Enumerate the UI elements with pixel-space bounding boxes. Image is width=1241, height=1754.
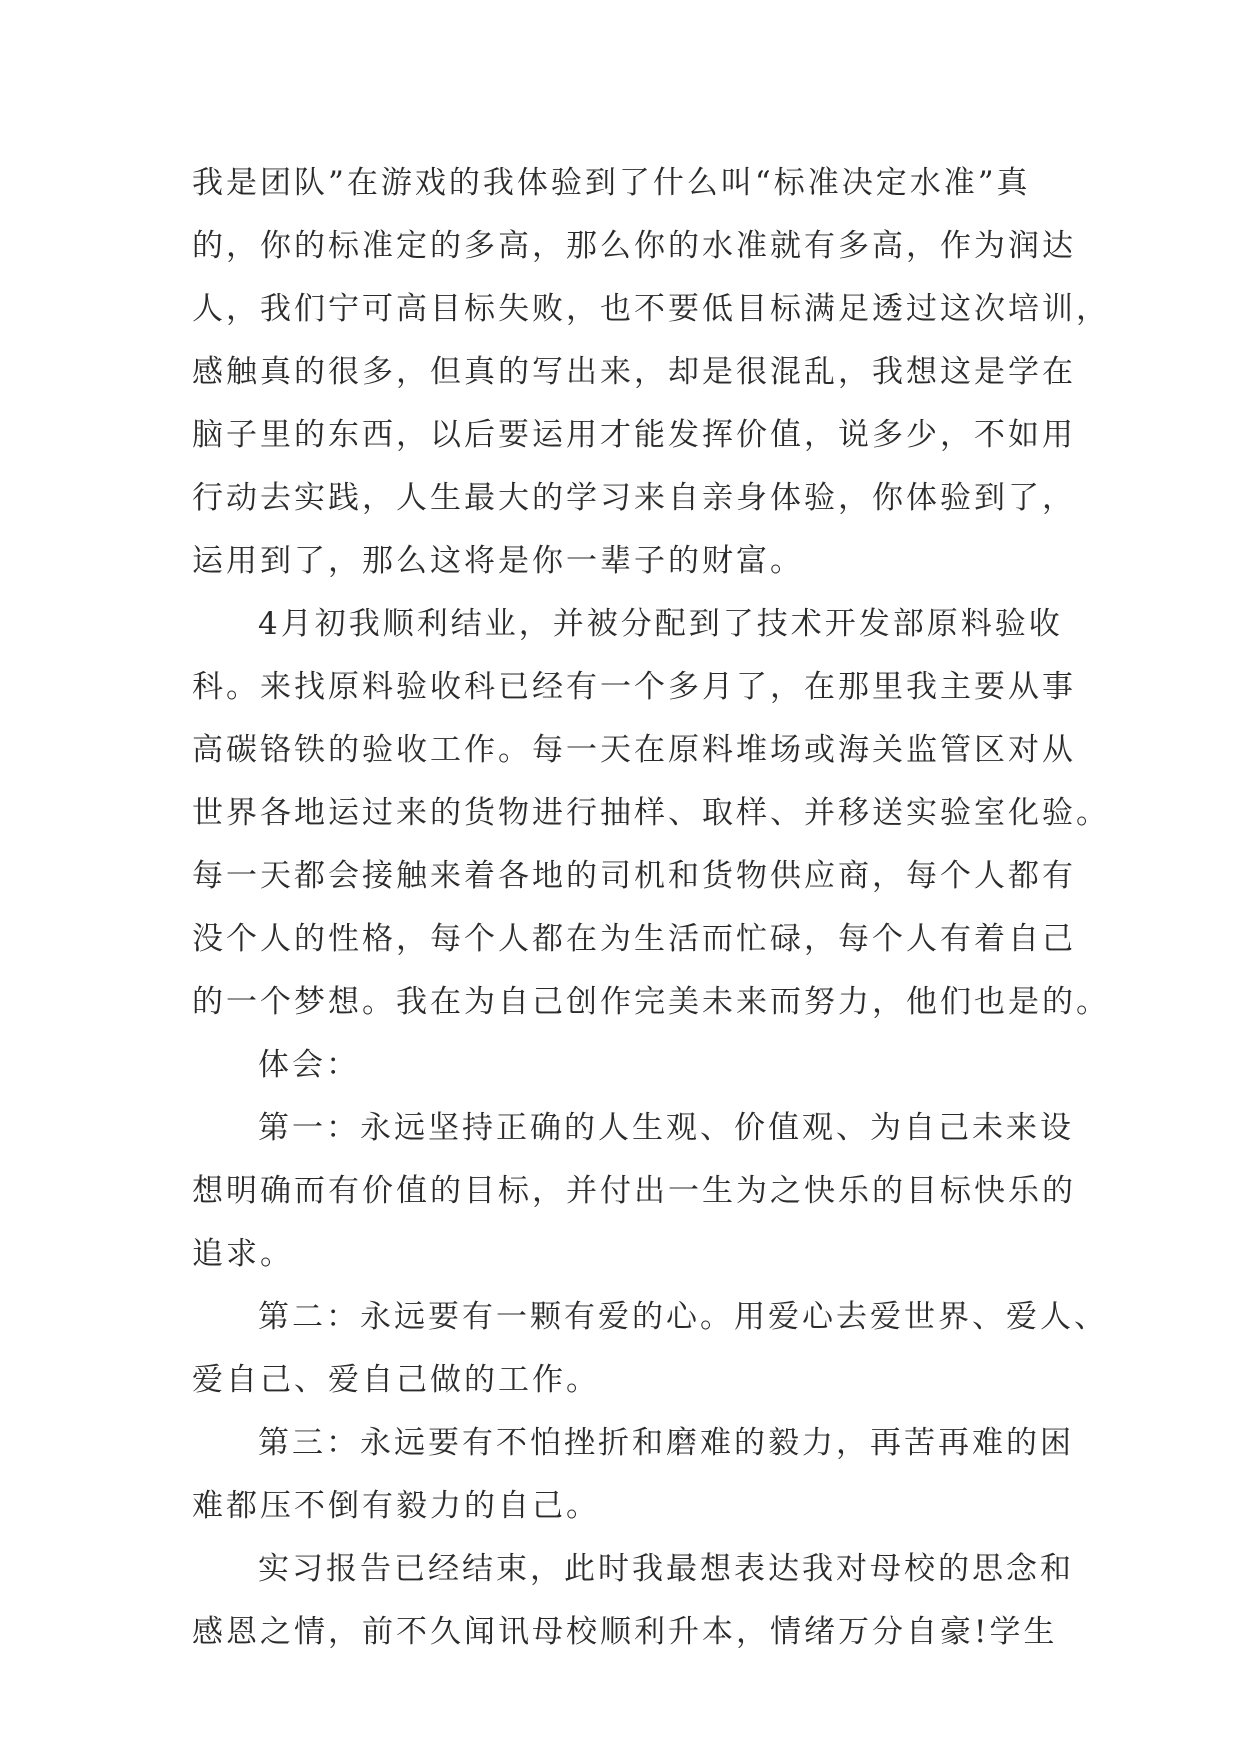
section-heading-line: 体会： [258,1047,360,1083]
paragraph-start-line: 第一：永远坚持正确的人生观、价值观、为自己未来设 [258,1110,1074,1146]
paragraph-start-line: 4月初我顺利结业，并被分配到了技术开发部原料验收 [258,606,1063,642]
text-line: 的，你的标准定的多高，那么你的水准就有多高，作为润达 [192,228,1076,264]
text-line: 的一个梦想。我在为自己创作完美未来而努力，他们也是的。 [192,984,1110,1020]
text-line: 我是团队”在游戏的我体验到了什么叫“标准决定水准”真 [192,165,1031,201]
paragraph-start-line: 实习报告已经结束，此时我最想表达我对母校的思念和 [258,1551,1074,1587]
document-body [192,152,1110,1664]
text-line: 感恩之情，前不久闻讯母校顺利升本，情绪万分自豪!学生 [192,1614,1058,1650]
text-line: 爱自己、爱自己做的工作。 [192,1362,600,1398]
text-line: 科。来找原料验收科已经有一个多月了，在那里我主要从事 [192,669,1076,705]
text-line: 高碳铬铁的验收工作。每一天在原料堆场或海关监管区对从 [192,732,1076,768]
paragraph-start-line: 第三：永远要有不怕挫折和磨难的毅力，再苦再难的困 [258,1425,1074,1461]
text-line: 想明确而有价值的目标，并付出一生为之快乐的目标快乐的 [192,1173,1076,1209]
text-line: 世界各地运过来的货物进行抽样、取样、并移送实验室化验。 [192,795,1110,831]
text-line: 没个人的性格，每个人都在为生活而忙碌，每个人有着自己 [192,921,1076,957]
text-line: 行动去实践，人生最大的学习来自亲身体验，你体验到了， [192,480,1076,516]
text-line: 追求。 [192,1236,294,1272]
text-line: 难都压不倒有毅力的自己。 [192,1488,600,1524]
paragraph-start-line: 第二：永远要有一颗有爱的心。用爱心去爱世界、爱人、 [258,1299,1108,1335]
text-line: 脑子里的东西，以后要运用才能发挥价值，说多少，不如用 [192,417,1076,453]
text-line: 人，我们宁可高目标失败，也不要低目标满足透过这次培训， [192,291,1110,327]
text-line: 每一天都会接触来着各地的司机和货物供应商，每个人都有 [192,858,1076,894]
text-line: 感触真的很多，但真的写出来，却是很混乱，我想这是学在 [192,354,1076,390]
text-line: 运用到了，那么这将是你一辈子的财富。 [192,543,804,579]
